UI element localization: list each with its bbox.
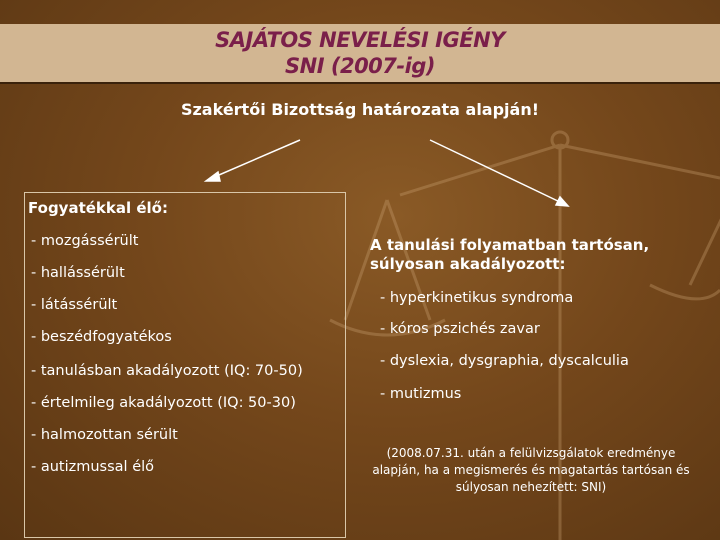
title-bar	[0, 24, 720, 84]
left-category-box	[24, 192, 346, 538]
list-item: - dyslexia, dysgraphia, dyscalculia	[380, 353, 629, 369]
list-item: - tanulásban akadályozott (IQ: 70-50)	[31, 363, 303, 379]
title-line-2: SNI (2007-ig)	[285, 54, 435, 78]
list-item: - értelmileg akadályozott (IQ: 50-30)	[31, 395, 296, 411]
list-item: - halmozottan sérült	[31, 427, 178, 443]
list-item: - hallássérült	[31, 265, 125, 281]
list-item: - hyperkinetikus syndroma	[380, 290, 574, 306]
list-item: - mutizmus	[380, 386, 462, 402]
left-heading: Fogyatékkal élő:	[28, 199, 168, 217]
list-item: - beszédfogyatékos	[31, 329, 172, 345]
list-item: - mozgássérült	[31, 233, 139, 249]
list-item: - autizmussal élő	[31, 459, 155, 475]
arrow-left	[206, 140, 300, 181]
list-item: - látássérült	[31, 297, 118, 313]
footnote: (2008.07.31. után a felülvizsgálatok eredménye alapján, ha a megismerés és magatartás tartósan és súlyosan nehezített: SNI)	[372, 446, 690, 494]
list-item: - kóros pszichés zavar	[380, 321, 540, 337]
title-line-1: SAJÁTOS NEVELÉSI IGÉNY	[215, 28, 505, 52]
subtitle: Szakértői Bizottság határozata alapján!	[180, 100, 540, 119]
right-heading: A tanulási folyamatban tartósan, súlyosan akadályozott:	[370, 236, 650, 273]
